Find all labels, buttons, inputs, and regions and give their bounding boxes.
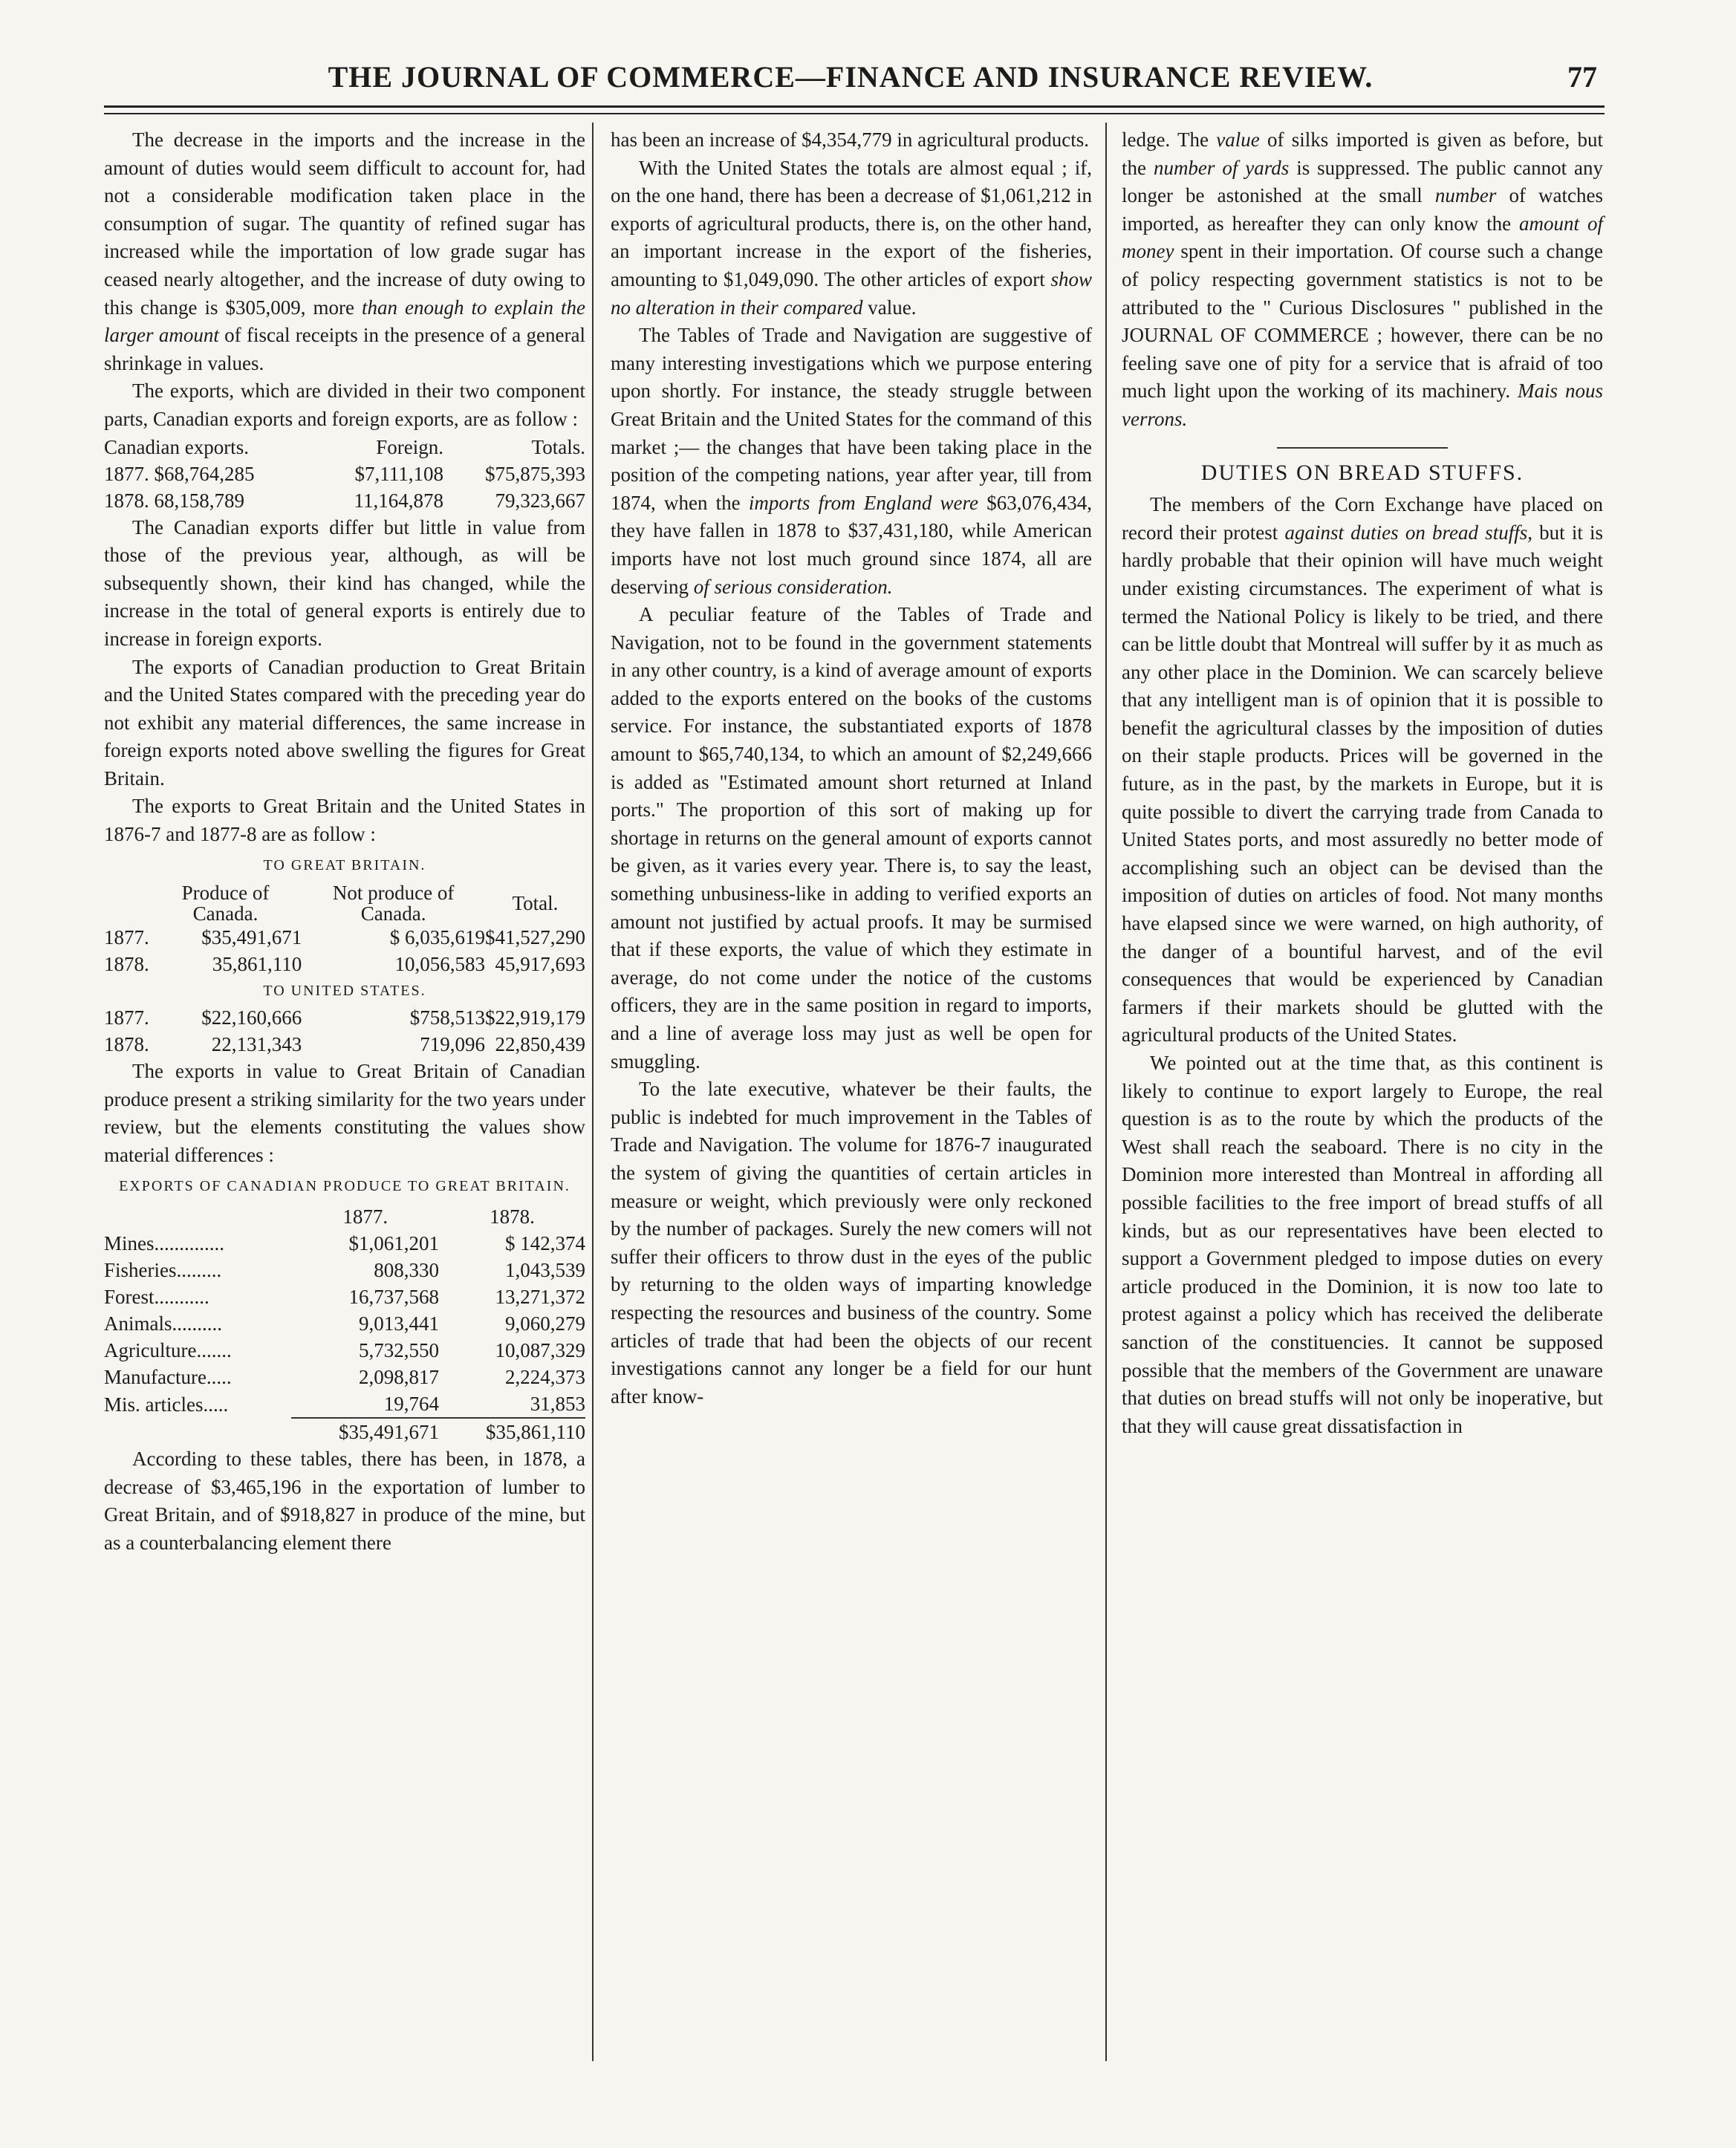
paragraph: has been an increase of $4,354,779 in agricultural products. — [611, 128, 1090, 151]
paragraph: We pointed out at the time that, as this continent is likely to continue to export largely to Europe, the real question is as to the route by which the products of the West shall reach the seaboard. There is no city in the Dominion more interested than Montreal in affording all possible facilities to the free import of bread stuffs of all kinds, but as our representatives have been elected to support a Government pledged to impose duties on every article produced in the Dominion, it is now too late to protest against a policy which has received the deliberate sanction of the constituencies. It cannot be supposed possible that the members of the Government are unaware that duties on bread stuffs will not only be inoperative, but that they will cause great dissatisfaction in — [1122, 1052, 1603, 1437]
paragraph: The exports to Great Britain and the United States in 1876-7 and 1877-8 are as follow : — [104, 795, 585, 846]
table-row: Fisheries......... 808,330 1,043,539 — [104, 1259, 585, 1282]
exports-gb-us-table — [104, 882, 585, 1058]
table-row: 1878. 68,158,789 11,164,878 79,323,667 — [104, 489, 585, 512]
paragraph: The Canadian exports differ but little in value from those of the previous year, although, as will be subsequently shown, their kind has changed, while the increase in the total of general exports is entirely due to increase in foreign exports. — [104, 515, 585, 650]
table-heading: TO GREAT BRITAIN. — [263, 856, 426, 873]
table-heading: EXPORTS OF CANADIAN PRODUCE TO GREAT BRITAIN. — [119, 1177, 570, 1194]
table-row: Mis. articles..... 19,764 31,853 — [104, 1393, 585, 1416]
table-header: Totals. — [531, 435, 585, 458]
paragraph: According to these tables, there has been, in 1878, a decrease of $3,465,196 in the exportation of lumber to Great Britain, and of $918,827 in produce of the mine, but as a counterbalancing element there — [104, 1448, 585, 1554]
paragraph: A peculiar feature of the Tables of Trade and Navigation, not to be found in the government statements in any other country, is a kind of average amount of exports added to the exports entered on the books of the customs service. For instance, the substantiated exports of 1878 amount to $65,740,134, to which an amount of $2,249,666 is added as "Estimated amount short returned at Inland ports." The proportion of this sort of making up for shortage in returns on the general amount of exports cannot be given, as it varies every year. There is, to say the least, something unbusiness-like in adding to verified exports an amount not justified by actual proofs. It may be surmised that if these exports, the value of which they estimate in average, do not come under the notice of the customs officers, they are in the same position in regard to imports, and a line of average loss may just as well be open for smuggling. — [611, 603, 1092, 1073]
page-header — [104, 59, 1597, 104]
paragraph: ledge. The value of silks imported is given as before, but the number of yards is suppressed. The public cannot any longer be astonished at the small number of watches imported, as hereafter they can only know the amount of money spent in their importation. Of course such a change of policy respecting government statistics is not to be attributed to the " Curious Disclosures " published in the JOURNAL OF COMMERCE ; however, there can be no feeling save one of pity for a service that is afraid of too much light upon the working of its machinery. Mais nous verrons. — [1122, 128, 1604, 430]
exports-summary-table — [104, 434, 585, 514]
table-row: Manufacture..... 2,098,817 2,224,373 — [104, 1366, 585, 1389]
table-header: 1877. — [342, 1205, 389, 1228]
produce-exports-table — [104, 1203, 585, 1445]
table-header: 1878. — [490, 1205, 535, 1228]
table-header: Foreign. — [376, 435, 443, 458]
table-row: 1878. 22,131,343 719,096 22,850,439 — [104, 1033, 585, 1056]
header-rule — [104, 105, 1605, 108]
table-row: 1877. $68,764,285 $7,111,108 $75,875,393 — [104, 462, 585, 485]
section-heading: DUTIES ON BREAD STUFFS. — [1200, 460, 1524, 485]
table-header: Canadian exports. — [104, 435, 249, 458]
column-divider-1 — [592, 123, 594, 2061]
table-row: Animals.......... 9,013,441 9,060,279 — [104, 1312, 585, 1335]
column-1 — [104, 126, 585, 1558]
paragraph: The exports of Canadian production to Great Britain and the United States compared with the preceding year do not exhibit any material differences, the same increase in foreign exports noted above swelling the figures for Great Britain. — [104, 655, 585, 790]
table-row: 1877. $22,160,666 $758,513 $22,919,179 — [104, 1006, 585, 1029]
table-row: 1878. 35,861,110 10,056,583 45,917,693 — [104, 953, 585, 976]
table-total-row: $35,491,671 $35,861,110 — [104, 1418, 585, 1445]
table-row: Agriculture....... 5,732,550 10,087,329 — [104, 1339, 585, 1362]
column-divider-2 — [1105, 123, 1107, 2061]
paragraph: The exports in value to Great Britain of Canadian produce present a striking similarity for the two years under review, but the elements constituting the values show material differences : — [104, 1060, 585, 1167]
header-rule-secondary — [104, 113, 1605, 114]
paragraph: The Tables of Trade and Navigation are suggestive of many interesting investigations which we purpose entering upon shortly. For instance, the steady struggle between Great Britain and the United States for the command of this market ;— the changes that have been taking place in the position of the competing nations, year after year, till from 1874, when the imports from England were $63,076,434, they have fallen in 1878 to $37,431,180, while American imports have not lost much ground since 1874, all are deserving of serious consideration. — [611, 324, 1092, 598]
table-row: Mines.............. $1,061,201 $ 142,374 — [104, 1232, 585, 1255]
table-header: Total. — [512, 892, 559, 915]
table-row: 1877. $35,491,671 $ 6,035,619 $41,527,290 — [104, 926, 585, 949]
paragraph: The exports, which are divided in their two component parts, Canadian exports and foreign exports, are as follow : — [104, 380, 585, 430]
table-header: Not produce of Canada. — [332, 882, 455, 925]
column-3 — [1122, 126, 1603, 1440]
paragraph: To the late executive, whatever be their faults, the public is indebted for much improvement in the Tables of Trade and Navigation. The volume for 1876-7 inaugurated the system of giving the quantities of certain articles in measure or weight, which previously were only reckoned by the number of packages. Surely the new comers will not suffer their officers to throw dust in the eyes of the public by returning to the olden ways of imparting knowledge respecting the resources and business of the country. Some articles of trade that had been the objects of our recent investigations cannot any longer be a field for our hunt after know- — [611, 1078, 1092, 1407]
table-header: Produce of Canada. — [181, 882, 270, 925]
section-divider — [1277, 447, 1448, 449]
table-row: Forest........... 16,737,568 13,271,372 — [104, 1286, 585, 1309]
paragraph: With the United States the totals are almost equal ; if, on the one hand, there has been a decrease of $1,061,212 in exports of agricultural products, there is, on the other hand, an important increase in the export of the fisheries, amounting to $1,049,090. The other articles of export show no alteration in their compared value. — [611, 156, 1092, 319]
table-heading: TO UNITED STATES. — [263, 983, 426, 1000]
paragraph: The decrease in the imports and the increase in the amount of duties would seem difficult to account for, had not a considerable modification taken place in the consumption of sugar. The quantity of refined sugar has increased while the importation of low grade sugar has ceased nearly altogether, and the increase of duty owing to this change is $305,009, more than enough to explain the larger amount of fiscal receipts in the presence of a general shrinkage in values. — [104, 128, 586, 374]
page-number: 77 — [1567, 60, 1597, 94]
journal-title: THE JOURNAL OF COMMERCE—FINANCE AND INSURANCE REVIEW. — [328, 60, 1373, 94]
paragraph: The members of the Corn Exchange have placed on record their protest against duties on bread stuffs, but it is hardly probable that their opinion will have much weight under existing circumstances. The experiment of what is termed the National Policy is likely to be tried, and there can be little doubt that Montreal will suffer by it as much as any other place in the Dominion. We can scarcely believe that any intelligent man is of opinion that it is possible to benefit the agricultural classes by the imposition of duties on their staple products. Prices will be governed in the future, as in the past, by the markets in Europe, but it is quite possible to divert the carrying trade from Canada to United States ports, and most assuredly no better mode of accomplishing such an object can be devised than the imposition of duties on articles of food. Not many months have elapsed since we were warned, on high authority, of the danger of a bountiful harvest, and of the evil consequences that would be experienced by Canadian farmers if their markets should be glutted with the agricultural products of the United States. — [1122, 493, 1604, 1047]
column-2 — [611, 126, 1092, 1410]
